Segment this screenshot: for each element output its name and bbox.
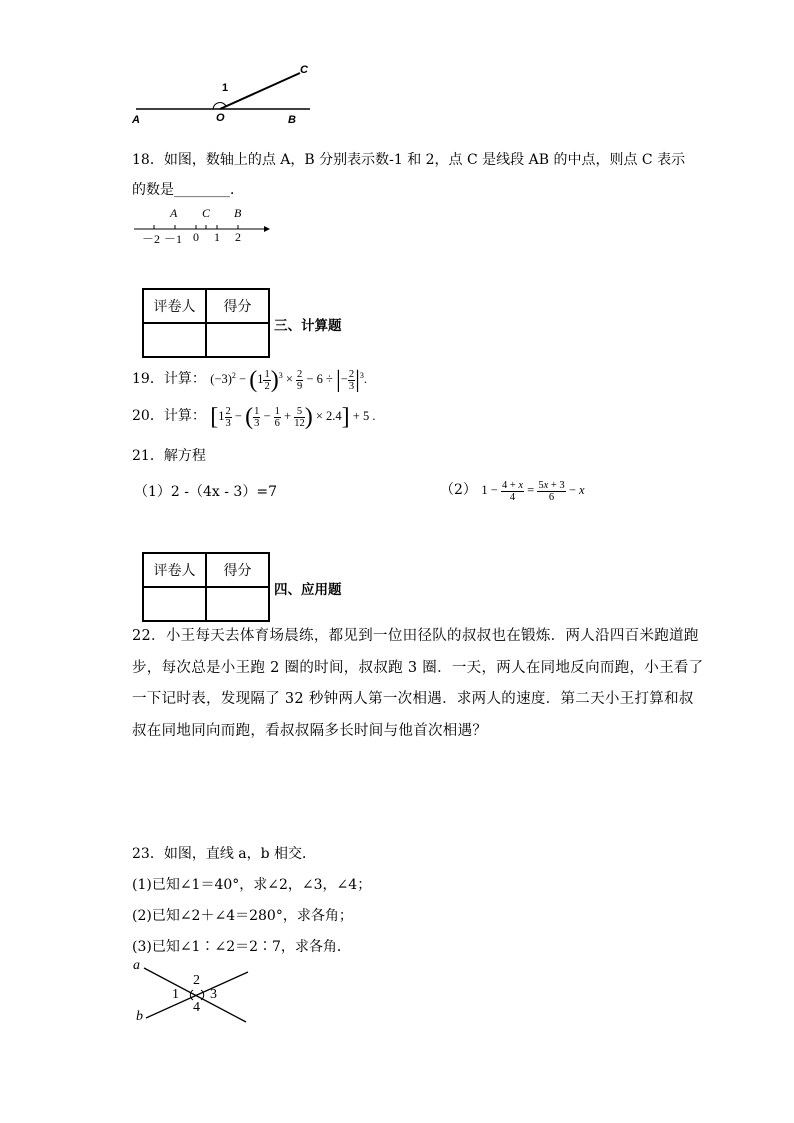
reviewer-cell[interactable] [143,587,206,621]
label-1: 1 [222,82,229,94]
q21-part1: （1）2 -（4x - 3）=7 [134,484,277,500]
header-reviewer: 评卷人 [143,289,206,323]
label-c: C [300,64,308,76]
label-a: A [132,114,140,126]
q21-part2 [440,476,585,504]
q22-line4: 叔在同地同向而跑，看叔叔隔多长时间与他首次相遇？ [132,722,488,739]
q19-expression: $(-3)^2 - (1$ $\frac{1}{2}$ )$^3$ × $\frac{2}{9}$ − 6 ÷ |− $\frac{2}{3}$ $|^3$. [210,367,368,394]
nl-label-c: C [202,206,211,220]
q22-line2: 步，每次总是小王跑 2 圈的时间，叔叔跑 3 圈．一天，两人在同地反向而跑，小王看了 [132,659,704,676]
q21-part2-label: （2） [440,482,477,498]
nl-tick-1: 1 [214,230,220,244]
q19 [132,362,367,393]
label-line-a: a [133,958,140,973]
q23-line2: (1)已知∠1＝40°，求∠2，∠3，∠4； [132,877,372,893]
nl-label-a: A [170,206,178,220]
q22 [132,621,703,747]
q21-part2-equation: 1 − $\frac{4 + x}{4}$ = $\frac{5x + 3}{6}$ − x [481,479,585,503]
section-title-4: 四、应用题 [274,582,342,598]
label-angle-2: 2 [193,973,200,988]
reviewer-cell[interactable] [143,323,206,357]
nl-tick--1: －1 [164,232,183,246]
q22-line3: 一下记时表，发现隔了 32 秒钟两人第一次相遇．求两人的速度．第二天小王打算和叔 [132,691,694,707]
header-score: 得分 [206,289,269,323]
angle-figure [128,60,328,130]
label-line-b: b [136,1009,143,1024]
q23-line4: (3)已知∠1∶∠2＝2∶7，求各角． [132,939,351,955]
header-reviewer: 评卷人 [143,553,206,587]
q18-line2: 的数是________． [132,182,244,198]
q20 [132,402,375,430]
section-title-3: 三、计算题 [274,318,342,334]
nl-tick-0: 0 [193,230,199,244]
label-angle-3: 3 [210,987,217,1002]
q20-expression: [1 $\frac{2}{3}$ − ( $\frac{1}{3}$ − $\frac{1}{6}$ + $\frac{5}{12}$ ) × 2.4] + 5 . [210,404,376,431]
header-score: 得分 [206,553,269,587]
nl-tick-2: 2 [235,230,241,244]
score-box-1 [142,288,270,358]
q22-line1: 22．小王每天去体育场晨练，都见到一位田径队的叔叔也在锻炼．两人沿四百米跑道跑 [132,628,699,644]
label-angle-4: 4 [193,1000,200,1015]
score-cell[interactable] [206,323,269,357]
q18-line1: 18．如图，数轴上的点 A，B 分别表示数-1 和 2，点 C 是线段 AB 的中点，则点 C 表示 [132,152,686,168]
q21-title: 21．解方程 [132,448,206,464]
q20-prefix: 20．计算： [132,408,206,424]
q23-line1: 23．如图，直线 a，b 相交． [132,846,317,862]
q23-line3: (2)已知∠2＋∠4＝280°，求各角； [132,908,353,924]
nl-tick--2: －2 [142,232,161,246]
nl-label-b: B [234,206,242,220]
label-b: B [288,114,296,126]
ray-oc [220,73,300,109]
label-angle-1: 1 [172,987,179,1002]
score-box-2 [142,552,270,622]
label-o: O [216,112,225,124]
q19-prefix: 19．计算： [132,371,206,388]
score-cell[interactable] [206,587,269,621]
